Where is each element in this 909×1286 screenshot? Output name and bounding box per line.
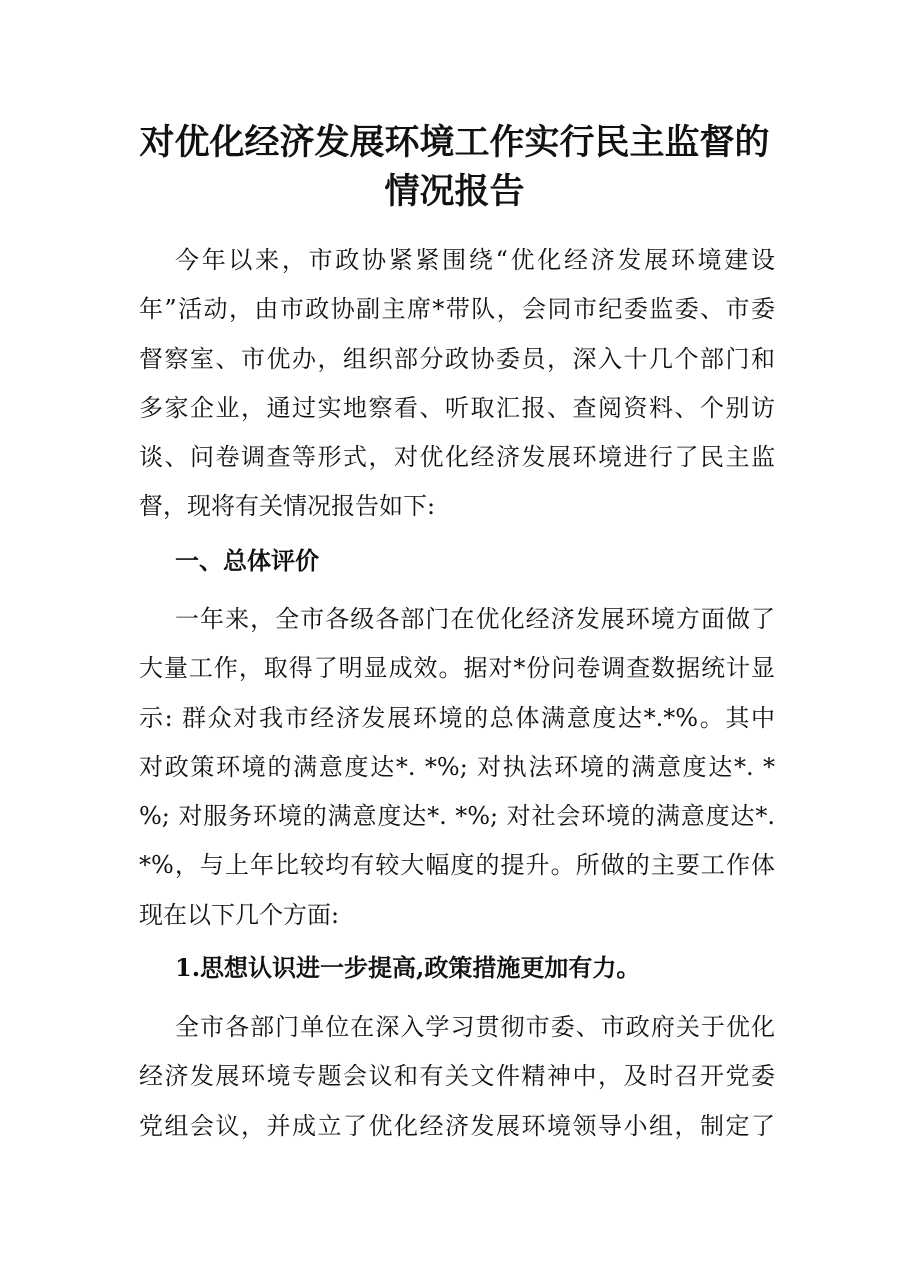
paragraph-line: 党组会议，并成立了优化经济发展环境领导小组，制定了 <box>139 1111 775 1140</box>
paragraph-line: 年”活动，由市政协副主席*带队，会同市纪委监委、市委 <box>139 295 775 324</box>
body-paragraph <box>139 1003 775 1151</box>
paragraph-line: 示: 群众对我市经济发展环境的总体满意度达*.*%。其中 <box>139 703 775 732</box>
paragraph-line: 谈、问卷调查等形式，对优化经济发展环境进行了民主监 <box>139 443 775 472</box>
paragraph-line: 今年以来，市政协紧紧围绕“优化经济发展环境建设 <box>175 246 775 274</box>
paragraph-line: *%，与上年比较均有较大幅度的提升。所做的主要工作体 <box>139 851 775 880</box>
paragraph-line: 多家企业，通过实地察看、听取汇报、查阅资料、个别访 <box>139 393 775 422</box>
paragraph-line: 现在以下几个方面: <box>139 900 340 929</box>
paragraph-line: 经济发展环境专题会议和有关文件精神中，及时召开党委 <box>139 1062 775 1091</box>
paragraph-line: 全市各部门单位在深入学习贯彻市委、市政府关于优化 <box>175 1013 775 1041</box>
intro-paragraph <box>139 236 775 532</box>
subsection-heading: 1.思想认识进一步提高,政策措施更加有力。 <box>175 953 641 982</box>
paragraph-line: 督察室、市优办，组织部分政协委员，深入十几个部门和 <box>139 344 775 373</box>
section-heading: 一、总体评价 <box>175 546 319 575</box>
paragraph-line: 大量工作，取得了明显成效。据对*份问卷调查数据统计显 <box>139 654 775 683</box>
paragraph-line: 一年来，全市各级各部门在优化经济发展环境方面做了 <box>175 605 775 633</box>
paragraph-line: %; 对服务环境的满意度达*. *%; 对社会环境的满意度达*. <box>139 802 775 831</box>
document-title-line-1: 对优化经济发展环境工作实行民主监督的 <box>139 122 770 163</box>
evaluation-paragraph <box>139 595 775 940</box>
paragraph-line: 对政策环境的满意度达*. *%; 对执法环境的满意度达*. * <box>139 752 775 781</box>
document-title-line-2: 情况报告 <box>384 171 525 212</box>
paragraph-line: 督，现将有关情况报告如下: <box>139 492 436 521</box>
